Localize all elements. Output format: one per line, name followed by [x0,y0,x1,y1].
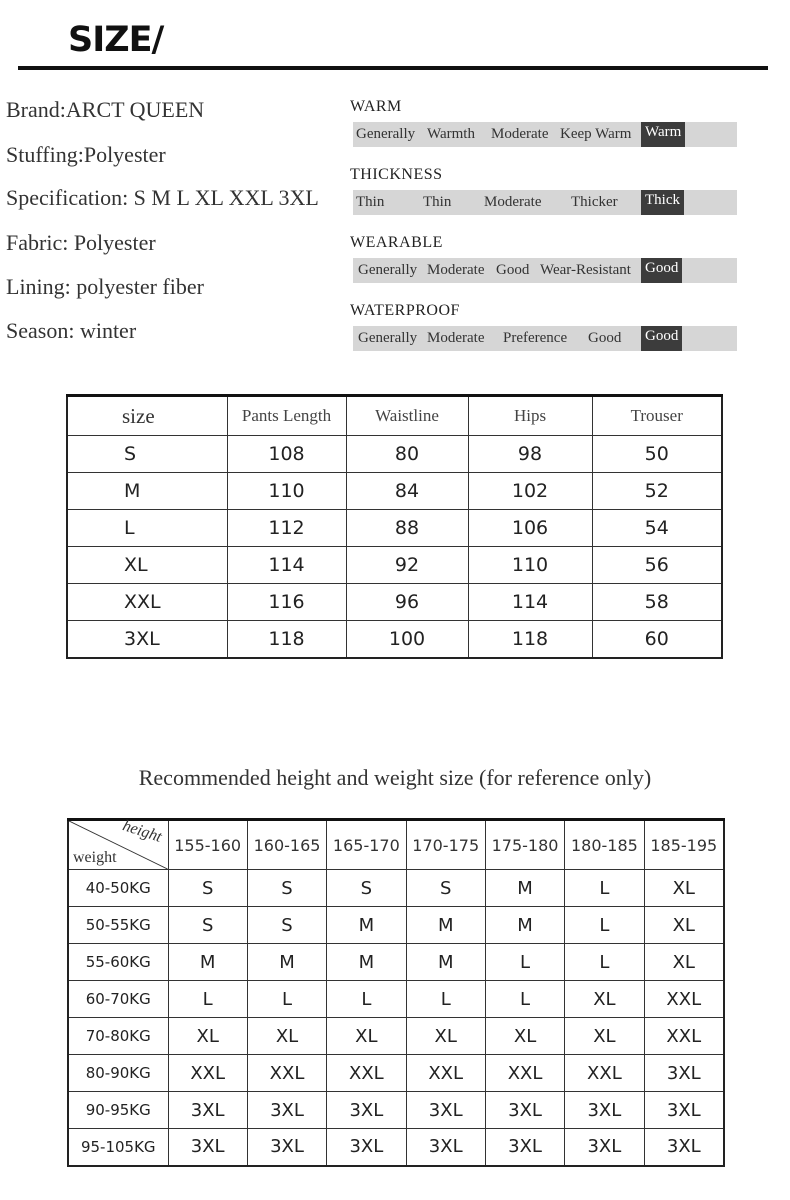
attribute-name: WARM [350,98,402,115]
attribute-name: WEARABLE [350,234,443,251]
table-cell: L [247,981,326,1018]
table-cell: 116 [227,584,346,621]
table-cell: XL [644,944,724,981]
table-cell: 88 [346,510,468,547]
table-cell: XXL [565,1055,644,1092]
table-cell: 112 [227,510,346,547]
column-header: Trouser [592,396,722,436]
table-cell: 3XL [565,1092,644,1129]
table-cell: 3XL [168,1092,247,1129]
weight-label: 55-60KG [68,944,168,981]
attribute-option: Moderate [427,262,485,278]
table-row [67,547,722,584]
attribute-option: Generally [356,126,416,142]
height-header: 160-165 [247,820,326,870]
table-cell: 98 [468,436,592,473]
height-header: 185-195 [644,820,724,870]
attribute-option: Generally [358,330,418,346]
column-header: Hips [468,396,592,436]
weight-label: 50-55KG [68,907,168,944]
table-cell: 106 [468,510,592,547]
attribute-option: Thin [423,194,452,210]
table-row [68,870,724,907]
table-cell: M [406,907,485,944]
table-cell: XL [644,907,724,944]
table-cell: XL [485,1018,564,1055]
table-cell: XXL [247,1055,326,1092]
spec-specification: Specification: S M L XL XXL 3XL [6,185,319,210]
attribute-waterproof [350,302,740,346]
attribute-option: Good [588,330,622,346]
table-cell: 56 [592,547,722,584]
table-row [67,510,722,547]
table-row [67,436,722,473]
table-cell: M [485,870,564,907]
table-cell: 52 [592,473,722,510]
table-row [68,1018,724,1055]
table-cell: M [327,944,406,981]
table-cell: 3XL [565,1129,644,1166]
table-cell: M [485,907,564,944]
attribute-option: Moderate [427,330,485,346]
attribute-option: Generally [358,262,418,278]
size-chart-table [66,394,723,659]
page-title: SIZE/ [68,20,164,60]
table-cell: XXL [327,1055,406,1092]
attribute-name: THICKNESS [350,166,443,183]
table-cell: 3XL [406,1129,485,1166]
table-row [68,944,724,981]
attribute-option: Good [496,262,530,278]
table-cell: M [327,907,406,944]
attribute-name: WATERPROOF [350,302,460,319]
table-cell: 3XL [644,1129,724,1166]
table-cell: L [327,981,406,1018]
attribute-selected: Good [641,326,682,351]
table-cell: 110 [227,473,346,510]
table-cell: XXL [644,981,724,1018]
attribute-warm [350,98,740,142]
attribute-scale [353,190,737,215]
table-cell: XXL [485,1055,564,1092]
table-row [68,981,724,1018]
table-cell: L [406,981,485,1018]
table-cell: L [485,944,564,981]
attribute-thickness [350,166,740,210]
table-cell: L [67,510,227,547]
spec-fabric: Fabric: Polyester [6,230,156,255]
table-cell: 118 [468,621,592,658]
height-header: 165-170 [327,820,406,870]
table-cell: S [247,907,326,944]
table-cell: S [327,870,406,907]
table-cell: S [168,870,247,907]
height-axis-label: height [120,817,164,846]
table-cell: XL [247,1018,326,1055]
attribute-option: Moderate [491,126,549,142]
table-header-row [68,820,724,870]
table-cell: 3XL [67,621,227,658]
table-cell: 3XL [247,1092,326,1129]
column-header: size [67,396,227,436]
attribute-option: Moderate [484,194,542,210]
spec-lining: Lining: polyester fiber [6,274,204,299]
table-cell: M [67,473,227,510]
table-cell: 54 [592,510,722,547]
weight-label: 95-105KG [68,1129,168,1166]
table-cell: S [67,436,227,473]
table-cell: 3XL [406,1092,485,1129]
table-cell: L [168,981,247,1018]
recommendation-table [67,818,725,1167]
table-row [67,584,722,621]
table-row [67,621,722,658]
table-cell: XL [644,870,724,907]
table-row [67,473,722,510]
table-row [68,1129,724,1166]
table-cell: 60 [592,621,722,658]
spec-season: Season: winter [6,318,137,343]
table-cell: 3XL [247,1129,326,1166]
table-cell: 118 [227,621,346,658]
table-cell: XL [327,1018,406,1055]
table-cell: 108 [227,436,346,473]
table-cell: 3XL [327,1092,406,1129]
table-cell: XL [67,547,227,584]
table-cell: XXL [67,584,227,621]
table-cell: XL [406,1018,485,1055]
table-cell: 3XL [485,1129,564,1166]
table-cell: 3XL [644,1055,724,1092]
table-cell: M [247,944,326,981]
table-cell: 102 [468,473,592,510]
table-cell: L [565,870,644,907]
table-cell: 50 [592,436,722,473]
table-cell: L [565,907,644,944]
attribute-selected: Warm [641,122,685,147]
height-header: 170-175 [406,820,485,870]
column-header: Pants Length [227,396,346,436]
table-cell: S [247,870,326,907]
weight-label: 60-70KG [68,981,168,1018]
table-cell: XXL [168,1055,247,1092]
attribute-scale [353,258,737,283]
table-row [68,1092,724,1129]
attribute-option: Warmth [427,126,475,142]
table-row [68,1055,724,1092]
table-cell: 100 [346,621,468,658]
attribute-option: Preference [503,330,568,346]
table-cell: 58 [592,584,722,621]
spec-stuffing: Stuffing:Polyester [6,142,166,167]
table-cell: L [485,981,564,1018]
attribute-scale [353,326,737,351]
attribute-scale [353,122,737,147]
table-cell: XXL [644,1018,724,1055]
table-cell: 3XL [327,1129,406,1166]
table-cell: 92 [346,547,468,584]
table-row [68,907,724,944]
table-cell: L [565,944,644,981]
table-cell: 114 [227,547,346,584]
table-cell: M [168,944,247,981]
weight-label: 90-95KG [68,1092,168,1129]
table-cell: 84 [346,473,468,510]
attribute-selected: Good [641,258,682,283]
table-header-row [67,396,722,436]
weight-label: 40-50KG [68,870,168,907]
table-cell: XL [565,1018,644,1055]
table-cell: M [406,944,485,981]
spec-brand: Brand:ARCT QUEEN [6,97,205,122]
table-cell: 3XL [168,1129,247,1166]
height-header: 155-160 [168,820,247,870]
attribute-wearable [350,234,740,278]
weight-axis-label: weight [73,849,117,866]
table-cell: 3XL [485,1092,564,1129]
table-cell: 96 [346,584,468,621]
table-cell: S [168,907,247,944]
table-cell: XXL [406,1055,485,1092]
weight-label: 80-90KG [68,1055,168,1092]
table-cell: S [406,870,485,907]
table-cell: 80 [346,436,468,473]
table-cell: 114 [468,584,592,621]
recommendation-title: Recommended height and weight size (for reference only) [138,765,652,790]
attribute-selected: Thick [641,190,684,215]
table-cell: 110 [468,547,592,584]
column-header: Waistline [346,396,468,436]
table-cell: 3XL [644,1092,724,1129]
corner-header [68,817,168,870]
attribute-option: Keep Warm [560,126,632,142]
height-header: 180-185 [565,820,644,870]
attribute-option: Thicker [571,194,618,210]
table-cell: XL [168,1018,247,1055]
attribute-option: Thin [356,194,385,210]
weight-label: 70-80KG [68,1018,168,1055]
title-divider [18,66,768,70]
attribute-option: Wear-Resistant [540,262,631,278]
table-cell: XL [565,981,644,1018]
height-header: 175-180 [485,820,564,870]
